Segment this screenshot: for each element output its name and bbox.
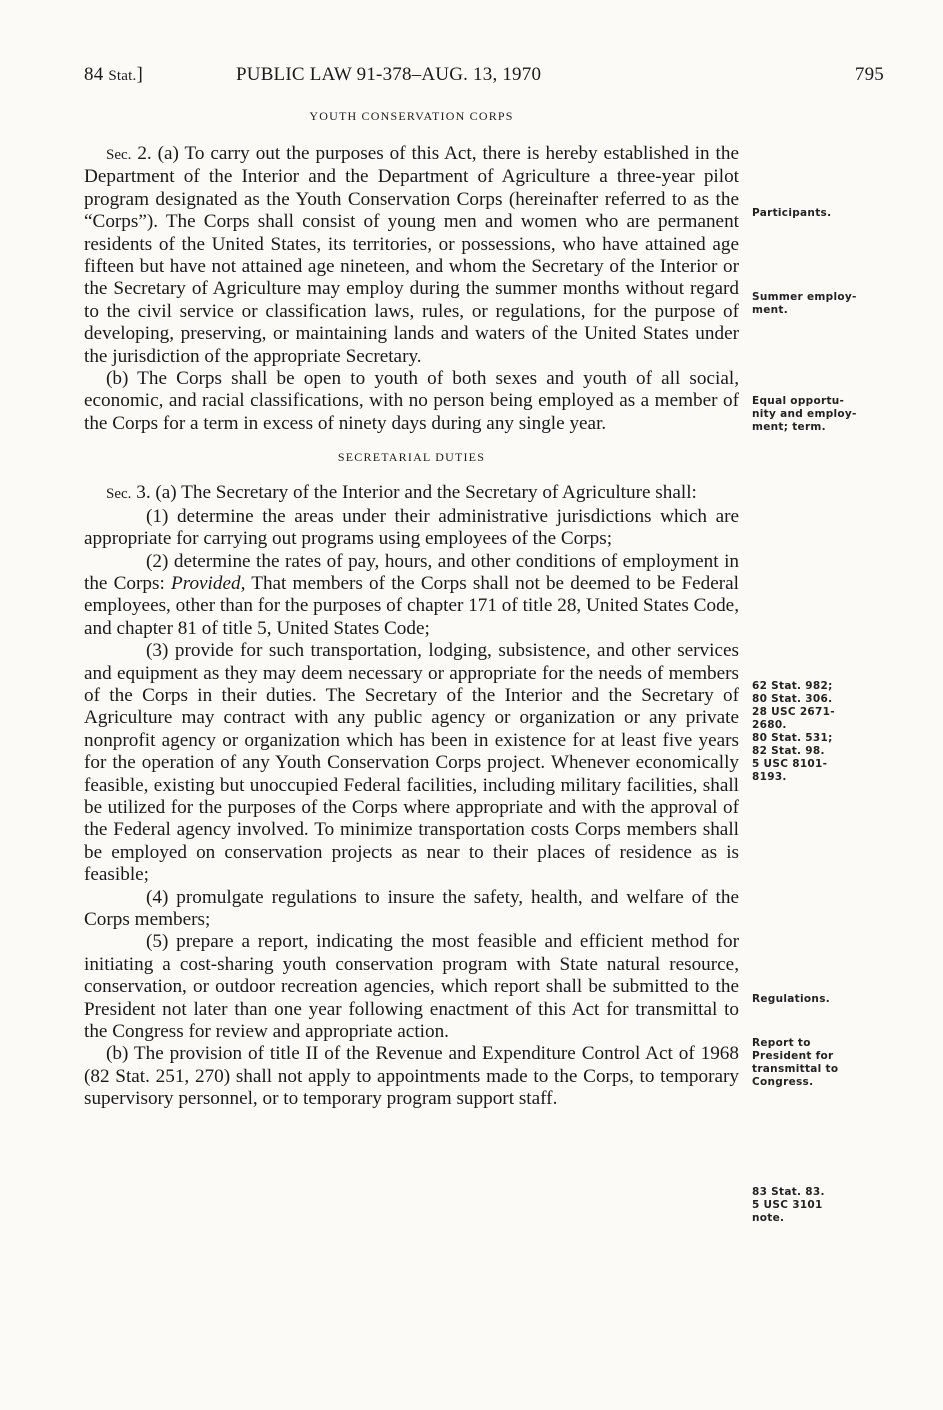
sec3-paragraph-b: (b) The provision of title II of the Revenue and Expenditure Control Act of 1968 (82 Stat. 251, 270) shall not apply to appointments made to the Corps, to temporary supervisory personnel, or to temporary program support staff.: [84, 1043, 739, 1110]
sec3-item-1: (1) determine the areas under their administrative jurisdictions which are appropriate for carrying out programs using employees of the Corps;: [84, 505, 739, 550]
margin-note-participants: Participants.: [752, 207, 832, 219]
sec2-paragraph-a: Sec. 2. (a) To carry out the purposes of this Act, there is hereby established in the Department of the Interior and the Department of Agriculture a three-year pilot program designated as the Youth Conservation Corps (hereinafter referred to as the “Corps”). The Corps shall consist of young men and women who are permanent residents of the United States, its territories, or possessions, who have attained age fifteen but have not attained age nineteen, and whom the Secretary of the Interior or the Secretary of Agriculture may employ during the summer months without regard to the civil service or classification laws, rules, or regulations, for the purpose of developing, preserving, or maintaining lands and waters of the United States under the jurisdiction of the appropriate Secretary.: [84, 143, 739, 367]
margin-note-regulations: Regulations.: [752, 993, 831, 1005]
margin-note-summer-employment: Summer employ- ment.: [752, 291, 857, 316]
heading-secretarial-duties: SECRETARIAL DUTIES: [337, 450, 486, 465]
page-header: [84, 64, 884, 94]
margin-note-statute-references: 62 Stat. 982; 80 Stat. 306. 28 USC 2671- 2680. 80 Stat. 531; 82 Stat. 98. 5 USC 8101- 8193.: [752, 680, 835, 783]
law-title: PUBLIC LAW 91-378–AUG. 13, 1970: [236, 64, 542, 85]
margin-note-report-to-president: Report to President for transmittal to Congress.: [752, 1037, 839, 1088]
sec3-intro: Sec. 3. (a) The Secretary of the Interior and the Secretary of Agriculture shall:: [106, 482, 697, 504]
sec3-item-5: (5) prepare a report, indicating the most feasible and efficient method for initiating a cost-sharing youth conservation program with State natural resource, conservation, or outdoor recreation agencies, which report shall be submitted to the President not later than one year following enactment of this Act for transmittal to the Congress for review and appropriate action.: [84, 931, 739, 1043]
margin-note-stat-83: 83 Stat. 83. 5 USC 3101 note.: [752, 1186, 825, 1224]
heading-youth-conservation-corps: YOUTH CONSERVATION CORPS: [309, 109, 514, 123]
sec3-item-4: (4) promulgate regulations to insure the safety, health, and welfare of the Corps members;: [84, 886, 739, 930]
page-number: 795: [854, 64, 884, 85]
sec3-item-3: (3) provide for such transportation, lodging, subsistence, and other services and equipment as they may deem necessary or appropriate for the needs of members of the Corps in their duties. The Secretary of the Interior and the Secretary of Agriculture may contract with any public agency or organization or any private nonprofit agency or organization which has been in existence for at least five years for the operation of any Youth Conservation Corps project. Whenever economically feasible, existing but unoccupied Federal facilities, including military facilities, shall be utilized for the purposes of the Corps where appropriate and with the approval of the Federal agency involved. To minimize transportation costs Corps members shall be employed on conservation projects as near to their places of residence as is feasible;: [84, 640, 739, 886]
sec3-item-2: (2) determine the rates of pay, hours, and other conditions of employment in the Corps: Provided, That members of the Corps shall not be deemed to be Federal employees, other than for the purposes of chapter 171 of title 28, United States Code, and chapter 81 of title 5, United States Code;: [84, 550, 739, 639]
margin-note-equal-opportunity: Equal opportu- nity and employ- ment; term.: [752, 395, 857, 433]
main-text: [84, 108, 739, 1111]
sec2-paragraph-b: (b) The Corps shall be open to youth of both sexes and youth of all social, economic, and racial classifications, with no person being employed as a member of the Corps for a term in excess of ninety days during any single year.: [84, 368, 739, 434]
volume-citation: 84 Stat.]: [84, 64, 143, 85]
